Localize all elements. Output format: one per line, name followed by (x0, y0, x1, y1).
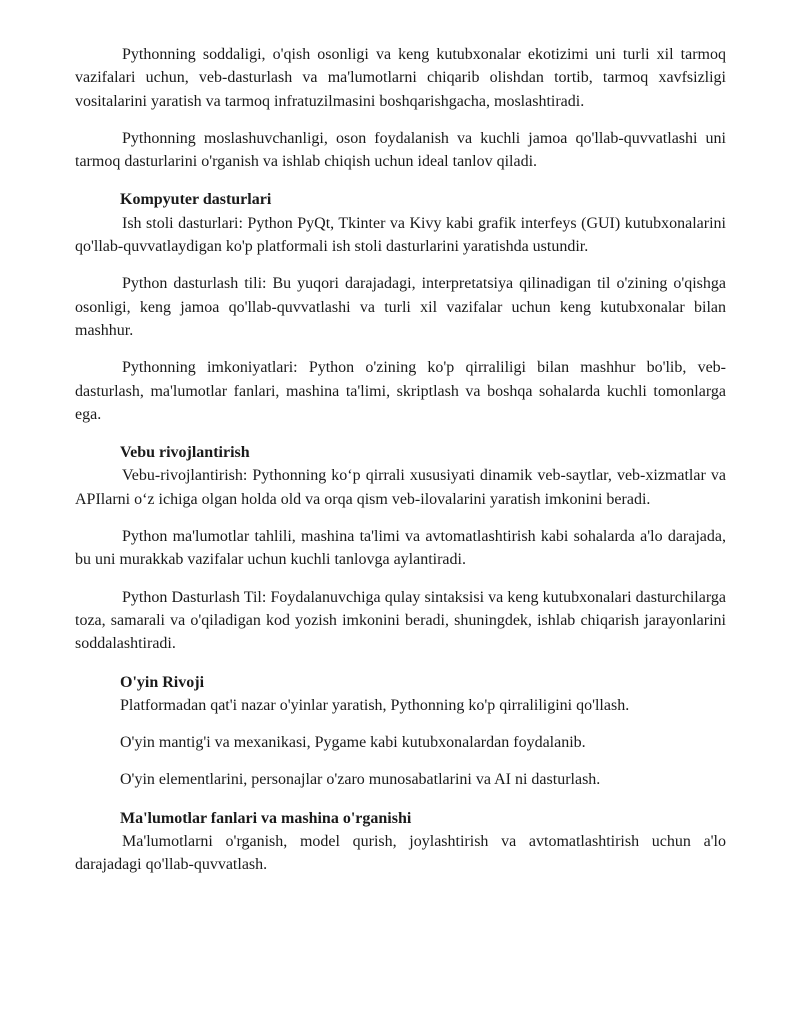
desktop-section (75, 188, 726, 426)
body-paragraph: Ish stoli dasturlari: Python PyQt, Tkinter va Kivy kabi grafik interfeys (GUI) kutubxonalarini qo'llab-quvvatlaydigan ko'p platformali ish stoli dasturlarini yaratishda ustundir. (75, 214, 726, 256)
body-line: O'yin mantig'i va mexanikasi, Pygame kabi kutubxonalardan foydalanib. (120, 734, 586, 752)
intro-paragraph: Pythonning moslashuvchanligi, oson foydalanish va kuchli jamoa qo'llab-quvvatlashi uni tarmoq dasturlarini o'rganish va ishlab chiqish uchun ideal tanlov qiladi. (75, 129, 726, 171)
web-section (75, 441, 726, 655)
section-heading: Kompyuter dasturlari (120, 191, 272, 209)
body-paragraph: Vebu-rivojlantirish: Pythonning ko‘p qirrali xususiyati dinamik veb-saytlar, veb-xizmatlar va APIlarni o‘z ichiga olgan holda old va orqa qism veb-ilovalarini yaratish imkonini beradi. (75, 467, 726, 508)
body-paragraph: Pythonning imkoniyatlari: Python o'zining ko'p qirraliligi bilan mashhur bo'lib, veb-dasturlash, ma'lumotlar fanlari, mashina ta'limi, skriptlash va boshqa sohalarda kuchli tomonlarga ega. (75, 359, 726, 423)
section-heading: Vebu rivojlantirish (120, 444, 250, 462)
section-heading: Ma'lumotlar fanlari va mashina o'rganishi (120, 809, 412, 827)
document-page (75, 43, 726, 892)
body-paragraph: Ma'lumotlarni o'rganish, model qurish, joylashtirish va avtomatlashtirish uchun a'lo darajadagi qo'llab-quvvatlash. (75, 833, 726, 874)
body-line: Platformadan qat'i nazar o'yinlar yaratish, Pythonning ko'p qirraliligini qo'llash. (120, 696, 630, 714)
intro-section (75, 43, 726, 173)
body-paragraph: Python ma'lumotlar tahlili, mashina ta'limi va avtomatlashtirish kabi sohalarda a'lo darajada, bu uni murakkab vazifalar uchun kuchli tanlovga aylantiradi. (75, 528, 726, 569)
section-heading: O'yin Rivoji (120, 673, 205, 691)
body-line: O'yin elementlarini, personajlar o'zaro munosabatlarini va AI ni dasturlash. (120, 771, 601, 789)
body-paragraph: Python Dasturlash Til: Foydalanuvchiga qulay sintaksisi va keng kutubxonalari dasturchilarga toza, samarali va o'qiladigan kod yozish imkonini beradi, shuningdek, ishlab chiqarish jarayonlarini soddalashtiradi. (75, 588, 726, 653)
game-section (75, 671, 726, 792)
data-science-section (75, 807, 726, 877)
body-paragraph: Python dasturlash tili: Bu yuqori darajadagi, interpretatsiya qilinadigan til o'zining o'qishga osonligi, keng jamoa qo'llab-quvvatlashi va turli xil vazifalar uchun keng kutubxonalar bilan mashhur. (75, 275, 726, 339)
intro-paragraph: Pythonning soddaligi, o'qish osonligi va keng kutubxonalar ekotizimi uni turli xil tarmoq vazifalari uchun, veb-dasturlash va ma'lumotlarni chiqarib olishdan tortib, tarmoq xavfsizligi vositalarini yaratish va tarmoq infratuzilmasini boshqarishgacha, moslashtiradi. (75, 46, 726, 110)
